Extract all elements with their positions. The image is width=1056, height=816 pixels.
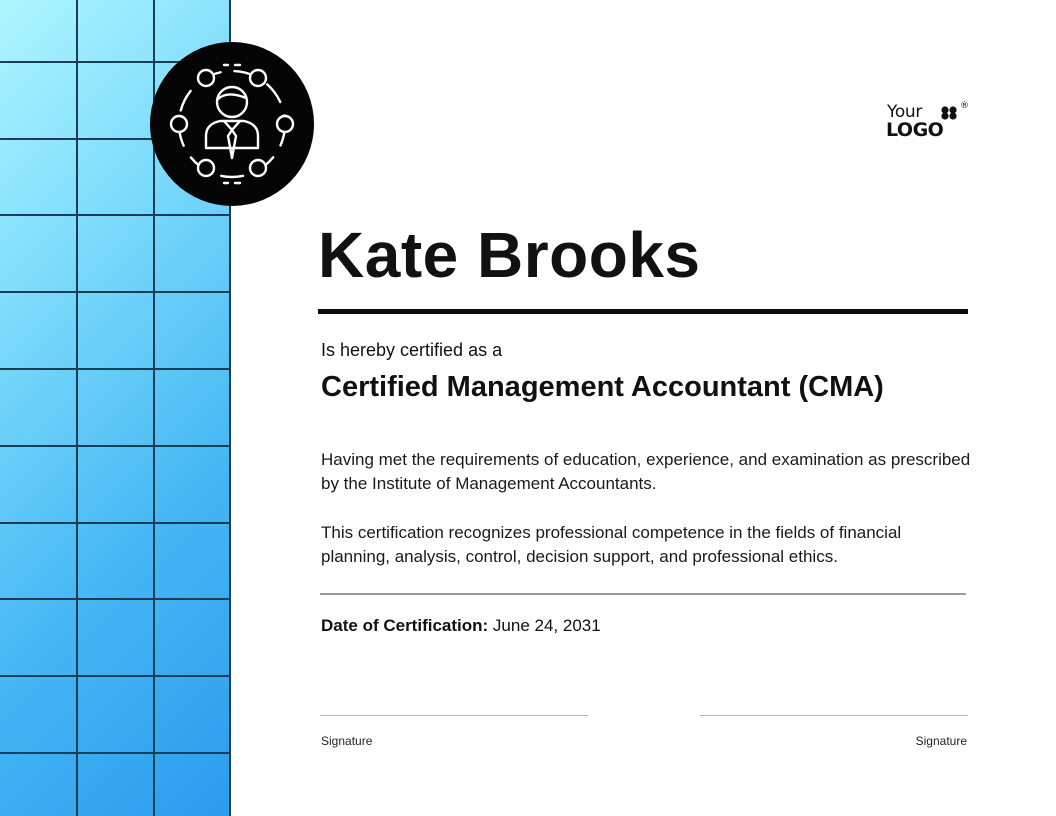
requirements-paragraph: Having met the requirements of education, experience, and examination as prescribed by the Institute of Management Accountants. xyxy=(321,450,971,493)
certification-date xyxy=(321,614,601,638)
registered-mark: ® xyxy=(960,101,969,111)
signature-label-right: Signature xyxy=(915,734,967,748)
grid-line xyxy=(0,675,230,677)
company-logo xyxy=(884,101,974,141)
grid-line xyxy=(76,0,78,816)
recipient-name: Kate Brooks xyxy=(318,219,701,291)
grid-line xyxy=(0,291,230,293)
emblem-badge xyxy=(150,42,314,206)
logo-text-bottom: LOGO xyxy=(886,119,944,141)
grid-line xyxy=(0,522,230,524)
date-value: June 24, 2031 xyxy=(492,616,601,635)
signature-line-right xyxy=(700,715,968,716)
name-underline xyxy=(318,309,968,314)
logo-text-top: Your xyxy=(887,102,923,122)
businessman-network-icon xyxy=(150,42,314,206)
grid-line xyxy=(0,752,230,754)
credential-title: Certified Management Accountant (CMA) xyxy=(321,371,884,403)
grid-line xyxy=(0,214,230,216)
signature-label-left: Signature xyxy=(321,734,373,748)
date-label: Date of Certification: xyxy=(321,616,489,635)
logo-mark-icon xyxy=(940,106,958,120)
grid-line xyxy=(0,598,230,600)
certification-intro: Is hereby certified as a xyxy=(321,340,503,360)
competence-paragraph: This certification recognizes professional competence in the fields of financial planning, analysis, control, decision support, and professional ethics. xyxy=(321,523,902,566)
section-divider xyxy=(320,593,966,595)
grid-line xyxy=(0,368,230,370)
signature-line-left xyxy=(320,715,588,716)
grid-line xyxy=(0,445,230,447)
